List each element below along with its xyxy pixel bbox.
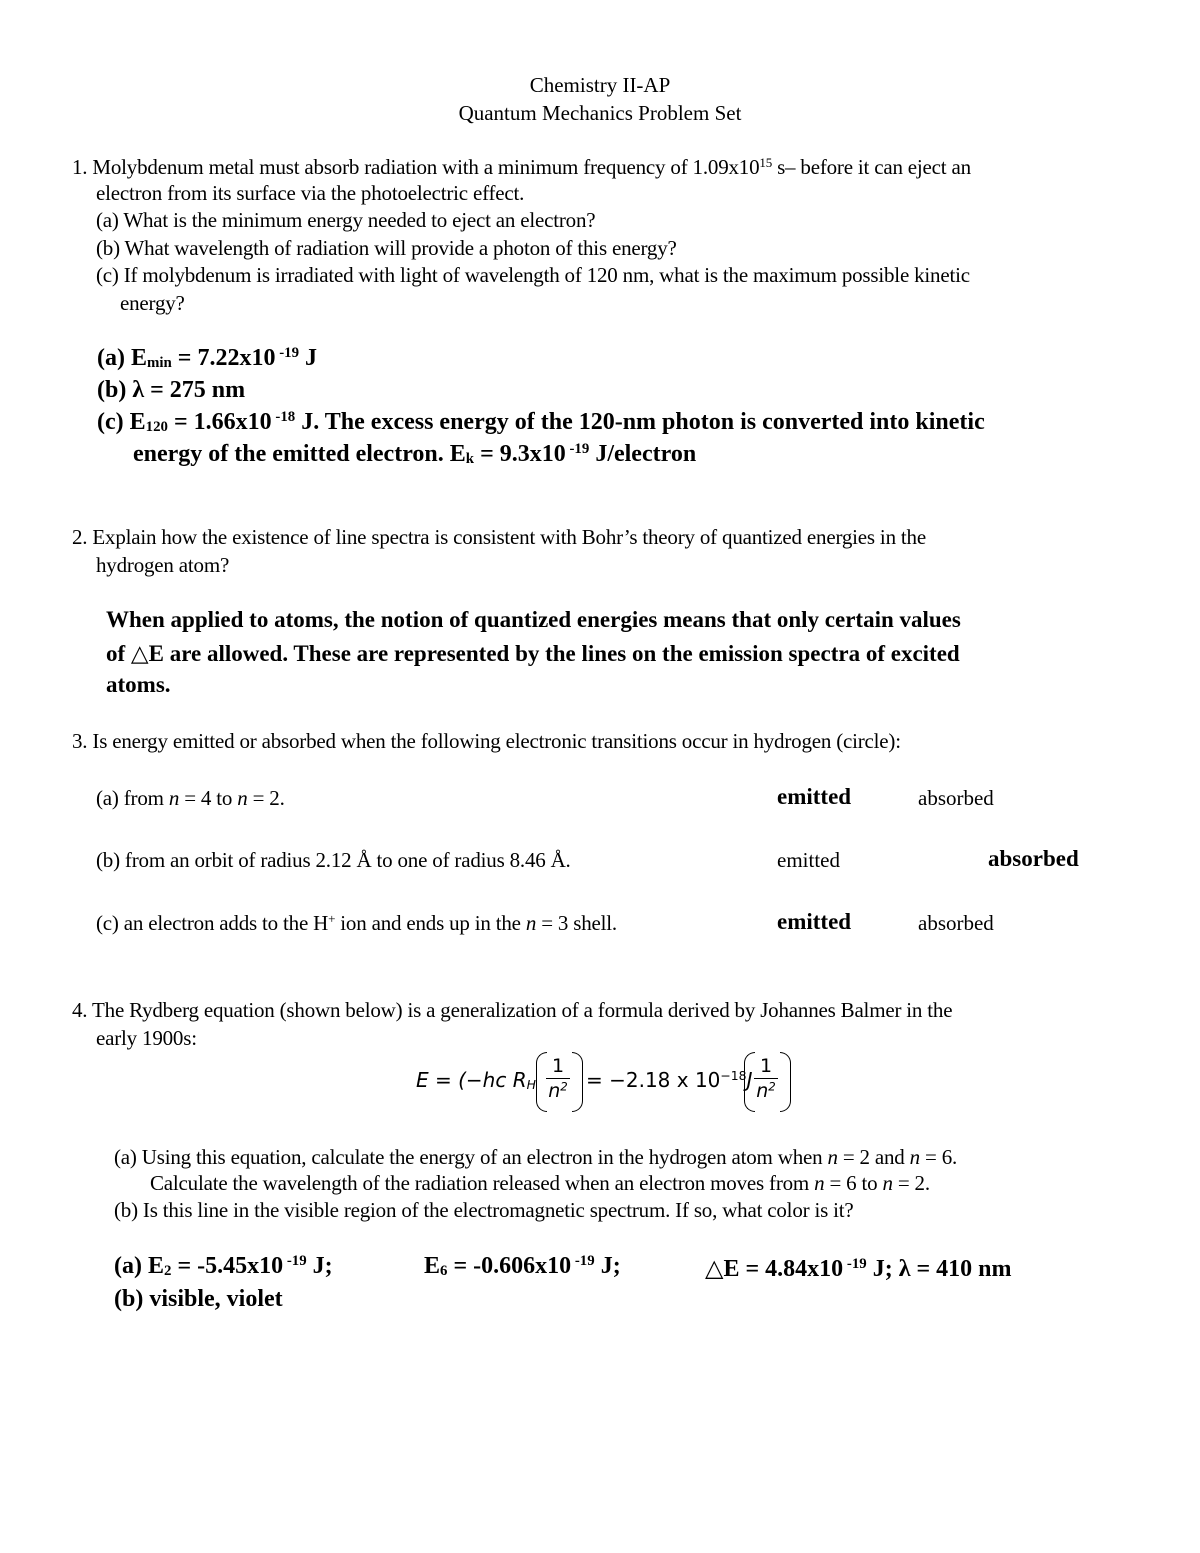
q3-part-c: (c) an electron adds to the H+ ion and ends up in the n = 3 shell. [96, 910, 617, 935]
paren-right-1 [572, 1052, 583, 1112]
q3-c-absorbed[interactable]: absorbed [918, 911, 994, 935]
q4-line2: early 1900s: [96, 1026, 197, 1050]
q2-answer-line1: When applied to atoms, the notion of quantized energies means that only certain values [106, 607, 961, 632]
q1-line1: 1. Molybdenum metal must absorb radiation with a minimum frequency of $1.09x10^{15}$ s– before it can eject an [72, 154, 971, 179]
q1-part-c: (c) If molybdenum is irradiated with light of wavelength of 120 nm, what is the maximum possible kinetic [96, 263, 970, 287]
q1-answer-a: (a) $E_{min} = 7.22x10$ $^{-19}$ J [97, 344, 318, 372]
q2-answer-line3: atoms. [106, 672, 171, 697]
q3-c-emitted-circled[interactable]: emitted [777, 909, 852, 934]
fraction-2: $\frac{1}{n^2}$ [754, 1054, 778, 1103]
q4-line1: 4. The Rydberg equation (shown below) is a generalization of a formula derived by Johannes Balmer in the [72, 998, 953, 1022]
q4-part-b: (b) Is this line in the visible region of the electromagnetic spectrum. If so, what color is it? [114, 1198, 854, 1222]
q1-answer-c-cont: energy of the emitted electron. $E_k = 9.3x10$ $^{-19}$ J/electron [133, 440, 697, 468]
course-title: Chemistry II-AP [529, 73, 671, 97]
q3-part-b: (b) from an orbit of radius 2.12 Å to one of radius 8.46 Å. [96, 848, 571, 872]
q4-answer-a-e2: (a) $E_2 = -5.45x10$ $^{-19}$ J; [114, 1252, 333, 1280]
page-title: Quantum Mechanics Problem Set [458, 101, 742, 125]
q3-b-emitted[interactable]: emitted [777, 848, 840, 872]
q4-part-a-cont: Calculate the wavelength of the radiation released when an electron moves from n = 6 to n = 2. [150, 1171, 930, 1195]
q3-part-a: (a) from n = 4 to n = 2. [96, 786, 285, 810]
q3-b-absorbed-circled[interactable]: absorbed [988, 846, 1079, 871]
q2-answer-line2: of △E are allowed. These are represented by the lines on the emission spectra of excited [106, 641, 960, 666]
q4-answer-b: (b) visible, violet [114, 1286, 283, 1312]
q1-part-b: (b) What wavelength of radiation will provide a photon of this energy? [96, 236, 677, 260]
paren-right-2 [780, 1052, 791, 1112]
q4-answer-a-e6: $E_6 = -0.606x10$ $^{-19}$ J; [424, 1252, 621, 1280]
q2-line2: hydrogen atom? [96, 553, 230, 577]
q1-line2: electron from its surface via the photoelectric effect. [96, 181, 525, 205]
q1-answer-b: (b) λ = 275 nm [97, 377, 246, 403]
q2-line1: 2. Explain how the existence of line spectra is consistent with Bohr’s theory of quantized energies in the [72, 525, 926, 549]
q1-part-c-cont: energy? [120, 291, 185, 315]
q3-prompt: 3. Is energy emitted or absorbed when the following electronic transitions occur in hydrogen (circle): [72, 729, 901, 753]
q3-a-absorbed[interactable]: absorbed [918, 786, 994, 810]
q3-a-emitted-circled[interactable]: emitted [777, 784, 852, 809]
q1-answer-c: (c) $E_{120} = 1.66x10$ $^{-18}$ J. The excess energy of the 120-nm photon is converted into kinetic [97, 408, 985, 436]
q4-answer-a-delta: △E = 4.84x10 $^{-19}$ J; λ = 410 nm [705, 1255, 1012, 1282]
q1-part-a: (a) What is the minimum energy needed to eject an electron? [96, 208, 596, 232]
q4-part-a: (a) Using this equation, calculate the energy of an electron in the hydrogen atom when n = 2 and n = 6. [114, 1145, 958, 1169]
fraction-1: $\frac{1}{n^2}$ [546, 1054, 570, 1103]
